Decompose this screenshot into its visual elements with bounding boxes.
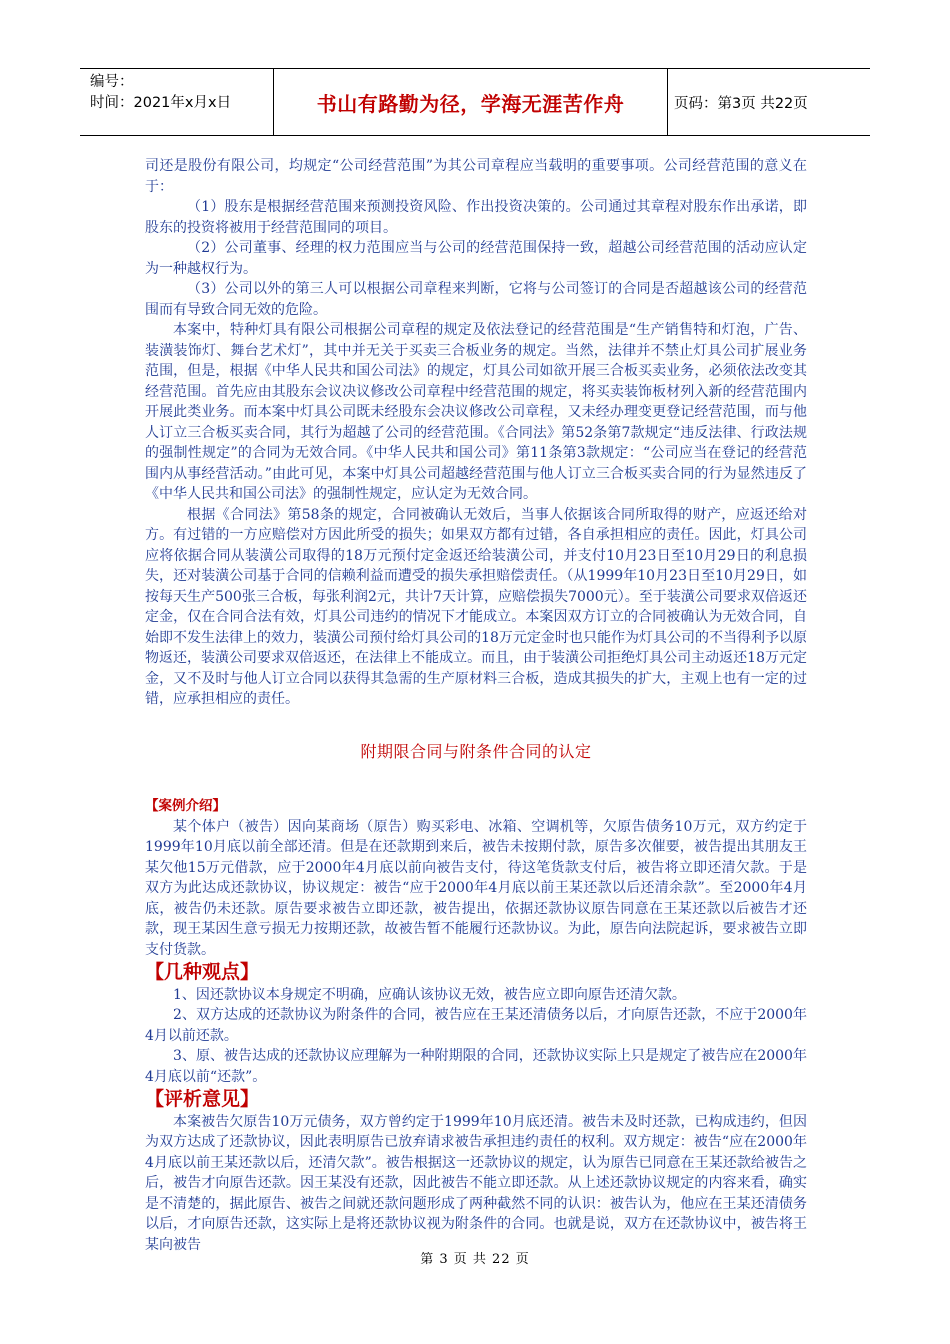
paragraph: （2）公司董事、经理的权力范围应当与公司的经营范围保持一致，超越公司经营范围的活动应认定为一种越权行为。 <box>145 240 807 277</box>
view-item: 3、原、被告达成的还款协议应理解为一种附期限的合同，还款协议实际上只是规定了被告应在2000年4月底以前“还款”。 <box>145 1048 807 1085</box>
paragraph: 本案中，特种灯具有限公司根据公司章程的规定及依法登记的经营范围是“生产销售特和灯泡，广告、装潢装饰灯、舞台艺术灯”，其中并无关于买卖三合板业务的规定。当然，法律并不禁止灯具公司扩展业务范围，但是，根据《中华人民共和国公司法》的规定，灯具公司如欲开展三合板买卖业务，必须依法改变其经营范围。首先应由其股东会议决议修改公司章程中经营范围的规定，将买卖装饰板材列入新的经营范围内开展此类业务。而本案中灯具公司既未经股东会决议修改公司章程，又未经办理变更登记经营范围，而与他人订立三合板买卖合同，其行为超越了公司的经营范围。《合同法》第52条第7款规定“违反法律、行政法规的强制性规定”的合同为无效合同。《中华人民共和国公司》第11条第3款规定：“公司应当在登记的经营范围内从事经营活动。”由此可见，本案中灯具公司超越经营范围与他人订立三合板买卖合同的行为显然违反了《中华人民共和国公司法》的强制性规定，应认定为无效合同。 <box>145 322 807 502</box>
views-heading <box>145 960 807 985</box>
document-number-label: 编号： <box>90 74 134 90</box>
paragraph: （1）股东是根据经营范围来预测投资风险、作出投资决策的。公司通过其章程对股东作出承诺，即股东的投资将被用于经营范围同的项目。 <box>145 199 807 236</box>
page-footer: 第 3 页 共 22 页 <box>420 1252 530 1267</box>
paragraph: 根据《合同法》第58条的规定，合同被确认无效后，当事人依据该合同所取得的财产，应返还给对方。有过错的一方应赔偿对方因此所受的损失；如果双方都有过错，各自承担相应的责任。因此，灯具公司应将依据合同从装潢公司取得的18万元预付定金返还给装潢公司，并支付10月23日至10月29日的利息损失，还对装潢公司基于合同的信赖利益而遭受的损失承担赔偿责任。（从1999年10月23日至10月29日，如按每天生产500张三合板，每张利润2元，共计7天计算，应赔偿损失7000元）。至于装潢公司要求双倍返还定金，仅在合同合法有效，灯具公司违约的情况下才能成立。本案因双方订立的合同被确认为无效合同，自始即不发生法律上的效力，装潢公司预付给灯具公司的18万元定金时也只能作为灯具公司的不当得利予以原物返还，装潢公司要求双倍返还，在法律上不能成立。而且，由于装潢公司拒绝灯具公司主动返还18万元定金，又不及时与他人订立合同以获得其急需的生产原材料三合板，造成其损失的扩大，主观上也有一定的过错，应承担相应的责任。 <box>145 506 807 707</box>
header-page-info: 页码：第3页 共22页 <box>674 95 808 112</box>
analysis-paragraph: 本案被告欠原告10万元债务，双方曾约定于1999年10月底还清。被告未及时还款，已构成违约，但因为双方达成了还款协议，因此表明原告已放弃请求被告承担违约责任的权利。双方规定：被告“应在2000年4月底以前王某还款以后，还清欠款”。被告根据这一还款协议的规定，认为原告已同意在王某还款给被告之后，被告才向原告还款。因王某没有还款，因此被告不能立即还款。从上述还款协议规定的内容来看，确实是不清楚的，据此原告、被告之间就还款问题形成了两种截然不同的认识：被告认为，他应在王某还清债务以后，才向原告还款，这实际上是将还款协议视为附条件的合同。也就是说，双方在还款协议中，被告将王某向被告 <box>145 1113 807 1253</box>
paragraph: （3）公司以外的第三人可以根据公司章程来判断，它将与公司签订的合同是否超越该公司的经营范围而有导致合同无效的危险。 <box>145 281 807 318</box>
page-header <box>80 68 870 136</box>
case-paragraph: 某个体户（被告）因向某商场（原告）购买彩电、冰箱、空调机等，欠原告债务10万元，双方约定于1999年10月底以前全部还清。但是在还款期到来后，被告未按期付款，原告多次催要，被告提出其朋友王某欠他15万元借款，应于2000年4月底以前向被告支付，待这笔货款支付后，被告将立即还清欠款。于是双方为此达成还款协议，协议规定：被告“应于2000年4月底以前王某还款以后还清余款”。至2000年4月底，被告仍未还款。原告要求被告立即还款，被告提出，依据还款协议原告同意在王某还款以后被告才还款，现王某因生意亏损无力按期还款，故被告暂不能履行还款协议。为此，原告向法院起诉，要求被告立即支付货款。 <box>145 818 807 958</box>
view-item: 1、因还款协议本身规定不明确，应确认该协议无效，被告应立即向原告还清欠款。 <box>173 986 686 1003</box>
header-meta <box>80 69 274 135</box>
section-title: 附期限合同与附条件合同的认定 <box>360 741 592 761</box>
analysis-heading <box>145 1087 807 1112</box>
view-item: 2、双方达成的还款协议为附条件的合同，被告应在王某还清债务以后，才向原告还款，不应于2000年4月以前还款。 <box>145 1007 807 1044</box>
case-heading <box>145 796 807 817</box>
paragraph: 司还是股份有限公司，均规定“公司经营范围”为其公司章程应当载明的重要事项。公司经营范围的意义在于： <box>145 158 807 195</box>
case-heading-text: 【案例介绍】 <box>145 798 226 814</box>
analysis-heading-text: 【评析意见】 <box>145 1088 260 1110</box>
header-motto: 书山有路勤为径，学海无涯苦作舟 <box>274 69 668 135</box>
document-time-label: 时间：2021年x月x日 <box>90 95 232 111</box>
document-body <box>145 156 807 1255</box>
views-heading-text: 【几种观点】 <box>145 961 260 983</box>
